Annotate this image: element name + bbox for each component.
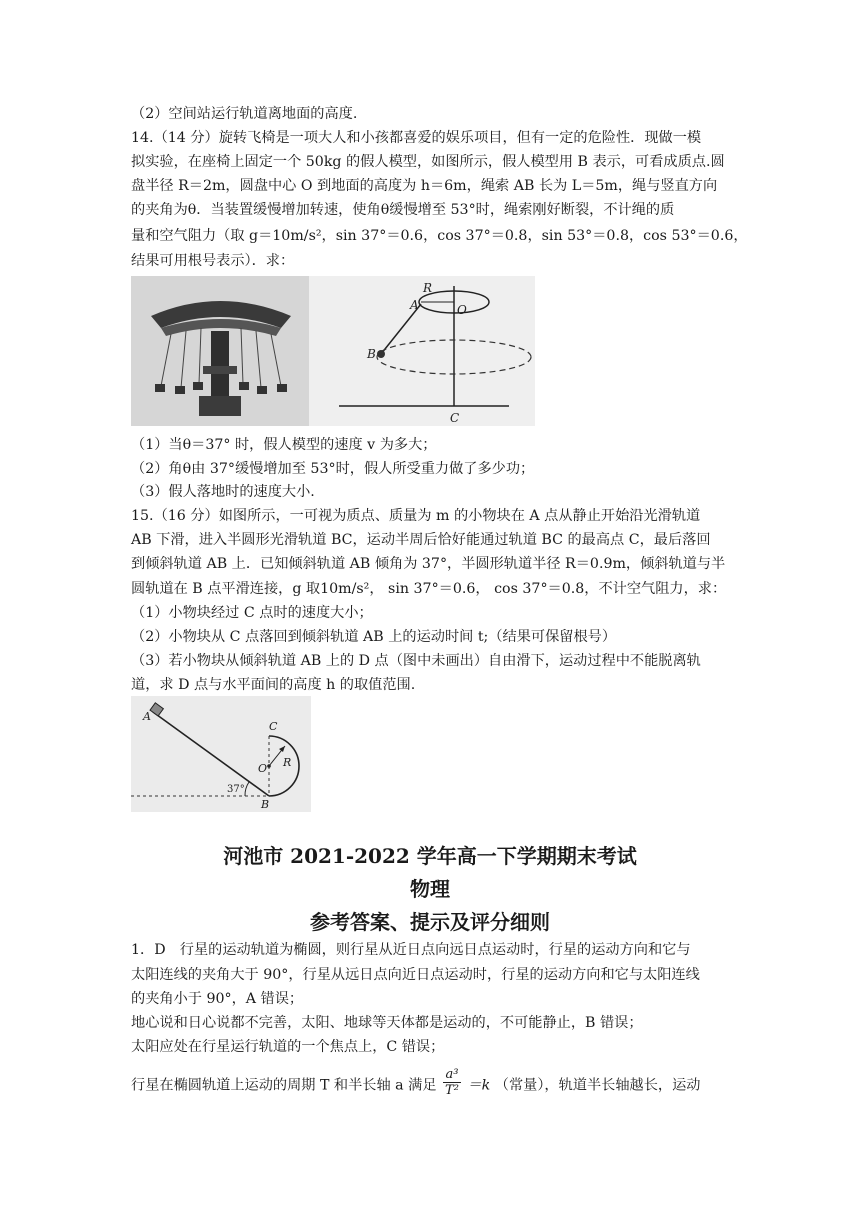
diagram1-label-R: R	[423, 281, 433, 295]
diagram2-label-C: C	[269, 720, 278, 733]
answer1-line-6	[131, 1067, 731, 1101]
answer-subject: 物理	[410, 877, 450, 901]
q15-line-2: AB 下滑，进入半圆形光滑轨道 BC，运动半周后恰好能通过轨道 BC 的最高点 C，最后落回	[131, 532, 711, 548]
answer1-line-2: 太阳连线的夹角大于 90°，行星从远日点向近日点运动时，行星的运动方向和它与太阳连线	[131, 967, 700, 983]
diagram1-label-C: C	[450, 411, 460, 425]
q14-line-1: 14.（14 分）旋转飞椅是一项大人和小孩都喜爱的娱乐项目，但有一定的危险性．现做一模	[131, 130, 702, 146]
track-diagram	[131, 696, 311, 812]
diagram1-label-A: A	[410, 298, 419, 312]
q15-line-3: 到倾斜轨道 AB 上．已知倾斜轨道 AB 倾角为 37°，半圆形轨道半径 R＝0.9m，倾斜轨道与半	[131, 556, 726, 572]
q14-line-2: 拟实验，在座椅上固定一个 50kg 的假人模型，如图所示，假人模型用 B 表示，可看成质点.圆	[131, 154, 725, 170]
q14-line-3: 盘半径 R＝2m，圆盘中心 O 到地面的高度为 h＝6m，绳索 AB 长为 L＝5m，绳与竖直方向	[131, 178, 718, 194]
swing-ride-diagram	[309, 276, 535, 426]
kepler-fraction	[443, 1067, 461, 1098]
answer1-line-4: 地心说和日心说都不完善，太阳、地球等天体都是运动的，不可能静止，B 错误；	[131, 1015, 643, 1031]
q15-question-3-cont: 道，求 D 点与水平面间的高度 h 的取值范围.	[131, 677, 416, 693]
diagram1-label-O: O	[457, 303, 467, 317]
diagram2-label-angle: 37°	[227, 784, 245, 795]
q14-question-3: （3）假人落地时的速度大小.	[131, 484, 315, 500]
q14-line-4: 的夹角为θ．当装置缓慢增加转速，使角θ缓慢增至 53°时，绳索刚好断裂，不计绳的质	[131, 202, 675, 218]
q14-question-1: （1）当θ＝37° 时，假人模型的速度 v 为多大；	[131, 437, 437, 453]
q15-question-3: （3）若小物块从倾斜轨道 AB 上的 D 点（图中未画出）自由滑下，运动过程中不能脱离轨	[131, 653, 701, 669]
q15-question-2: （2）小物块从 C 点落回到倾斜轨道 AB 上的运动时间 t;（结果可保留根号）	[131, 629, 617, 645]
swing-ride-photo	[131, 276, 309, 426]
diagram2-label-A: A	[143, 710, 151, 723]
answer1-line-3: 的夹角小于 90°，A 错误；	[131, 991, 304, 1007]
kepler-fraction-rhs: ＝k	[467, 1077, 491, 1094]
q13-part2: （2）空间站运行轨道离地面的高度.	[131, 106, 358, 122]
answer-subtitle: 参考答案、提示及评分细则	[310, 910, 550, 934]
swing-ride-figure	[131, 276, 535, 426]
q14-question-2: （2）角θ由 37°缓慢增加至 53°时，假人所受重力做了多少功；	[131, 461, 535, 477]
answer1-line-5: 太阳应处在行星运行轨道的一个焦点上，C 错误；	[131, 1039, 445, 1055]
q15-line-1: 15.（16 分）如图所示，一可视为质点、质量为 m 的小物块在 A 点从静止开始沿光滑轨道	[131, 508, 701, 524]
answer1-line-6-suffix: （常量），轨道半长轴越长，运动	[494, 1077, 701, 1094]
q15-question-1: （1）小物块经过 C 点时的速度大小；	[131, 605, 373, 621]
answer1-line-1: 1．D 行星的运动轨道为椭圆，则行星从近日点向远日点运动时，行星的运动方向和它与	[131, 942, 691, 958]
q14-line-6: 结果可用根号表示）．求：	[131, 253, 295, 269]
diagram2-label-R: R	[283, 756, 292, 769]
kepler-fraction-numerator: a³	[443, 1067, 461, 1083]
q14-line-5: 量和空气阻力（取 g＝10m/s²，sin 37°＝0.6，cos 37°＝0.8，sin 53°＝0.8，cos 53°＝0.6，	[131, 228, 748, 244]
diagram1-label-B: B	[367, 347, 376, 361]
diagram2-label-B: B	[261, 798, 270, 811]
kepler-fraction-denominator: T²	[445, 1083, 459, 1098]
answer1-line-6-prefix: 行星在椭圆轨道上运动的周期 T 和半长轴 a 满足	[131, 1077, 437, 1094]
answer-title: 河池市 2021-2022 学年高一下学期期末考试	[223, 844, 637, 868]
diagram2-label-O: O	[258, 762, 268, 775]
q15-line-4: 圆轨道在 B 点平滑连接，g 取10m/s²， sin 37°＝0.6， cos 37°＝0.8，不计空气阻力，求：	[131, 581, 727, 597]
